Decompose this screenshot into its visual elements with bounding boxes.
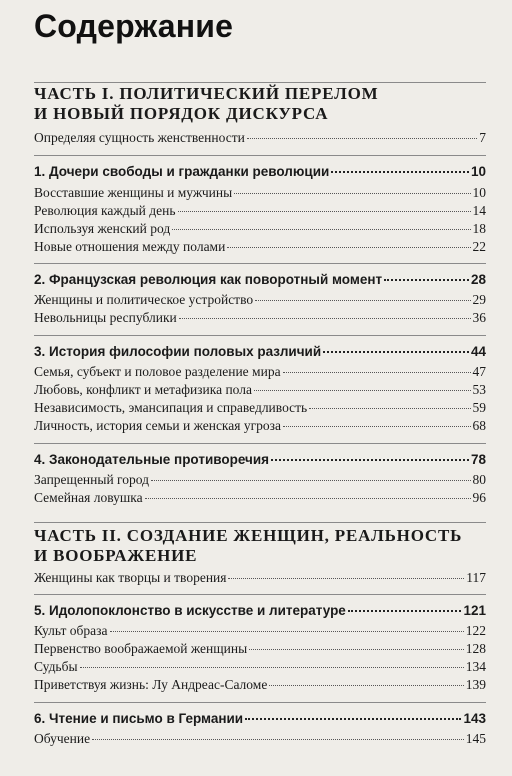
toc-entry [34,221,486,238]
leader-dots [80,667,464,668]
entry-page: 14 [472,203,486,218]
chapter-page: 28 [470,272,486,287]
entry-page: 36 [472,310,486,325]
toc-entry [34,731,486,748]
divider [34,443,486,444]
entry-label: Новые отношения между полами [34,239,226,254]
part-heading-1 [34,84,486,124]
entry-label: Семья, субъект и половое разделение мира [34,364,281,379]
leader-dots [271,459,469,461]
entry-label: Приветствуя жизнь: Лу Андреас-Саломе [34,677,268,692]
toc-entry [34,659,486,676]
entry-page: 18 [472,221,486,236]
entry-label: Любовь, конфликт и метафизика пола [34,382,252,397]
leader-dots [283,372,471,373]
entry-page: 122 [465,623,486,638]
entry-page: 128 [465,641,486,656]
leader-dots [309,408,470,409]
chapter-entry [34,272,486,289]
entry-page: 80 [472,472,486,487]
part-heading-line: И НОВЫЙ ПОРЯДОК ДИСКУРСА [34,104,329,123]
leader-dots [179,318,471,319]
toc-entry [34,310,486,327]
chapter-entry [34,344,486,361]
entry-page: 29 [472,292,486,307]
divider [34,155,486,156]
divider [34,82,486,83]
chapter-label: 6. Чтение и письмо в Германии [34,711,244,726]
entry-label: Запрещенный город [34,472,149,487]
entry-label: Восставшие женщины и мужчины [34,185,233,200]
entry-page: 139 [465,677,486,692]
leader-dots [245,718,461,720]
entry-label: Личность, история семьи и женская угроза [34,418,281,433]
leader-dots [110,631,464,632]
entry-label: Обучение [34,731,91,746]
leader-dots [151,480,471,481]
part-heading-line: ЧАСТЬ II. СОЗДАНИЕ ЖЕНЩИН, РЕАЛЬНОСТЬ [34,526,463,545]
entry-page: 59 [472,400,486,415]
page-title: Содержание [34,8,234,44]
toc-entry [34,641,486,658]
toc-entry [34,185,486,202]
entry-label: Используя женский род [34,221,171,236]
entry-page: 96 [472,490,486,505]
chapter-page: 121 [463,603,486,618]
entry-label: Судьбы [34,659,78,674]
entry-label: Женщины как творцы и творения [34,570,227,585]
leader-dots [254,390,471,391]
chapter-page: 78 [470,452,486,467]
entry-page: 22 [472,239,486,254]
leader-dots [249,649,464,650]
toc-entry [34,418,486,435]
entry-label: Определяя сущность женственности [34,130,245,145]
chapter-label: 2. Французская революция как поворотный момент [34,272,383,287]
divider [34,335,486,336]
toc-entry [34,239,486,256]
divider [34,594,486,595]
toc-entry [34,570,486,587]
chapter-label: 5. Идолопоклонство в искусстве и литературе [34,603,346,618]
entry-label: Революция каждый день [34,203,176,218]
leader-dots [145,498,471,499]
entry-label: Невольницы республики [34,310,177,325]
entry-page: 134 [465,659,486,674]
part-heading-line: ЧАСТЬ I. ПОЛИТИЧЕСКИЙ ПЕРЕЛОМ [34,84,379,103]
divider [34,263,486,264]
divider [34,702,486,703]
leader-dots [172,229,470,230]
chapter-entry [34,452,486,469]
leader-dots [384,279,469,281]
leader-dots [323,351,469,353]
entry-label: Культ образа [34,623,108,638]
chapter-label: 4. Законодательные противоречия [34,452,270,467]
chapter-entry [34,164,486,181]
entry-label: Женщины и политическое устройство [34,292,254,307]
chapter-page: 143 [463,711,486,726]
entry-page: 10 [472,185,486,200]
entry-page: 68 [472,418,486,433]
part-heading-2 [34,526,486,566]
entry-page: 47 [472,364,486,379]
chapter-label: 1. Дочери свободы и гражданки революции [34,164,330,179]
toc-entry [34,130,486,147]
toc-entry [34,203,486,220]
toc-entry [34,382,486,399]
toc-entry [34,472,486,489]
leader-dots [92,739,464,740]
chapter-page: 44 [470,344,486,359]
leader-dots [255,300,470,301]
leader-dots [283,426,471,427]
divider [34,522,486,523]
toc-entry [34,490,486,507]
chapter-entry [34,711,486,728]
chapter-page: 10 [470,164,486,179]
leader-dots [269,685,463,686]
entry-label: Независимость, эмансипация и справедливость [34,400,308,415]
toc-entry [34,623,486,640]
leader-dots [228,578,464,579]
toc-entry [34,400,486,417]
leader-dots [234,193,470,194]
chapter-label: 3. История философии половых различий [34,344,322,359]
toc-entry [34,364,486,381]
entry-page: 117 [466,570,486,585]
leader-dots [331,171,469,173]
chapter-entry [34,603,486,620]
entry-label: Первенство воображаемой женщины [34,641,248,656]
part-heading-line: И ВООБРАЖЕНИЕ [34,546,198,565]
leader-dots [247,138,477,139]
leader-dots [348,610,462,612]
entry-page: 53 [472,382,486,397]
entry-label: Семейная ловушка [34,490,143,505]
entry-page: 145 [465,731,486,746]
toc-entry [34,292,486,309]
leader-dots [227,247,470,248]
leader-dots [178,211,471,212]
entry-page: 7 [479,130,486,145]
toc-entry [34,677,486,694]
